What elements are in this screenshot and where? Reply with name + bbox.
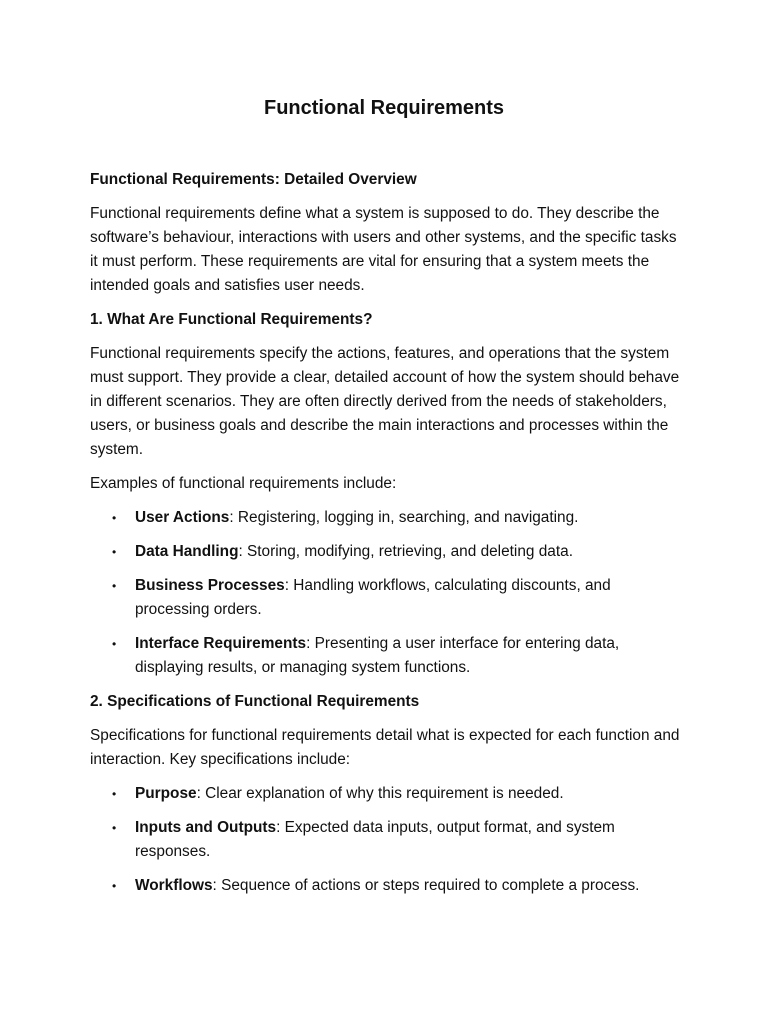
overview-heading: Functional Requirements: Detailed Overview <box>90 171 417 188</box>
page-title: Functional Requirements <box>263 97 505 119</box>
list-item <box>90 816 682 864</box>
specifications-list <box>90 782 682 898</box>
section-2-heading: 2. Specifications of Functional Requirements <box>90 693 420 710</box>
list-item-term: Data Handling <box>135 543 239 560</box>
section-2-paragraph: Specifications for functional requirements detail what is expected for each function and interaction. Key specifications include: <box>90 727 680 768</box>
bullet-icon: • <box>112 637 117 651</box>
list-item-text: : Presenting a user interface for entering data, displaying results, or managing system functions. <box>135 635 620 676</box>
bullet-icon: • <box>112 821 117 835</box>
list-item-text: : Expected data inputs, output format, and system responses. <box>135 819 615 860</box>
list-item-text: : Clear explanation of why this requirement is needed. <box>196 785 564 802</box>
bullet-icon: • <box>112 579 117 593</box>
examples-list <box>90 506 682 680</box>
list-item-text: : Handling workflows, calculating discounts, and processing orders. <box>135 577 611 618</box>
bullet-icon: • <box>112 511 117 525</box>
list-item <box>90 782 682 806</box>
list-item-term: Interface Requirements <box>135 635 307 652</box>
list-item <box>90 874 682 898</box>
list-item-text: : Storing, modifying, retrieving, and deleting data. <box>238 543 573 560</box>
list-item-text: : Sequence of actions or steps required to complete a process. <box>212 877 640 894</box>
document-body <box>90 168 682 908</box>
list-item <box>90 506 682 530</box>
list-item-term: User Actions <box>135 509 230 526</box>
examples-intro: Examples of functional requirements include: <box>90 475 397 492</box>
list-item <box>90 574 682 622</box>
bullet-icon: • <box>112 545 117 559</box>
list-item-text: : Registering, logging in, searching, and navigating. <box>229 509 579 526</box>
list-item-term: Workflows <box>135 877 213 894</box>
section-1-paragraph: Functional requirements specify the actions, features, and operations that the system must support. They provide a clear, detailed account of how the system should behave in different scenarios. They are often directly derived from the needs of stakeholders, users, or business goals and describe the main interactions and processes within the system. <box>90 345 680 458</box>
list-item <box>90 632 682 680</box>
list-item-term: Business Processes <box>135 577 285 594</box>
list-item-term: Inputs and Outputs <box>135 819 277 836</box>
overview-paragraph: Functional requirements define what a system is supposed to do. They describe the software’s behaviour, interactions with users and other systems, and the specific tasks it must perform. These requirements are vital for ensuring that a system meets the intended goals and satisfies user needs. <box>90 205 677 294</box>
bullet-icon: • <box>112 787 117 801</box>
bullet-icon: • <box>112 879 117 893</box>
section-1-heading: 1. What Are Functional Requirements? <box>90 311 373 328</box>
list-item <box>90 540 682 564</box>
list-item-term: Purpose <box>135 785 197 802</box>
